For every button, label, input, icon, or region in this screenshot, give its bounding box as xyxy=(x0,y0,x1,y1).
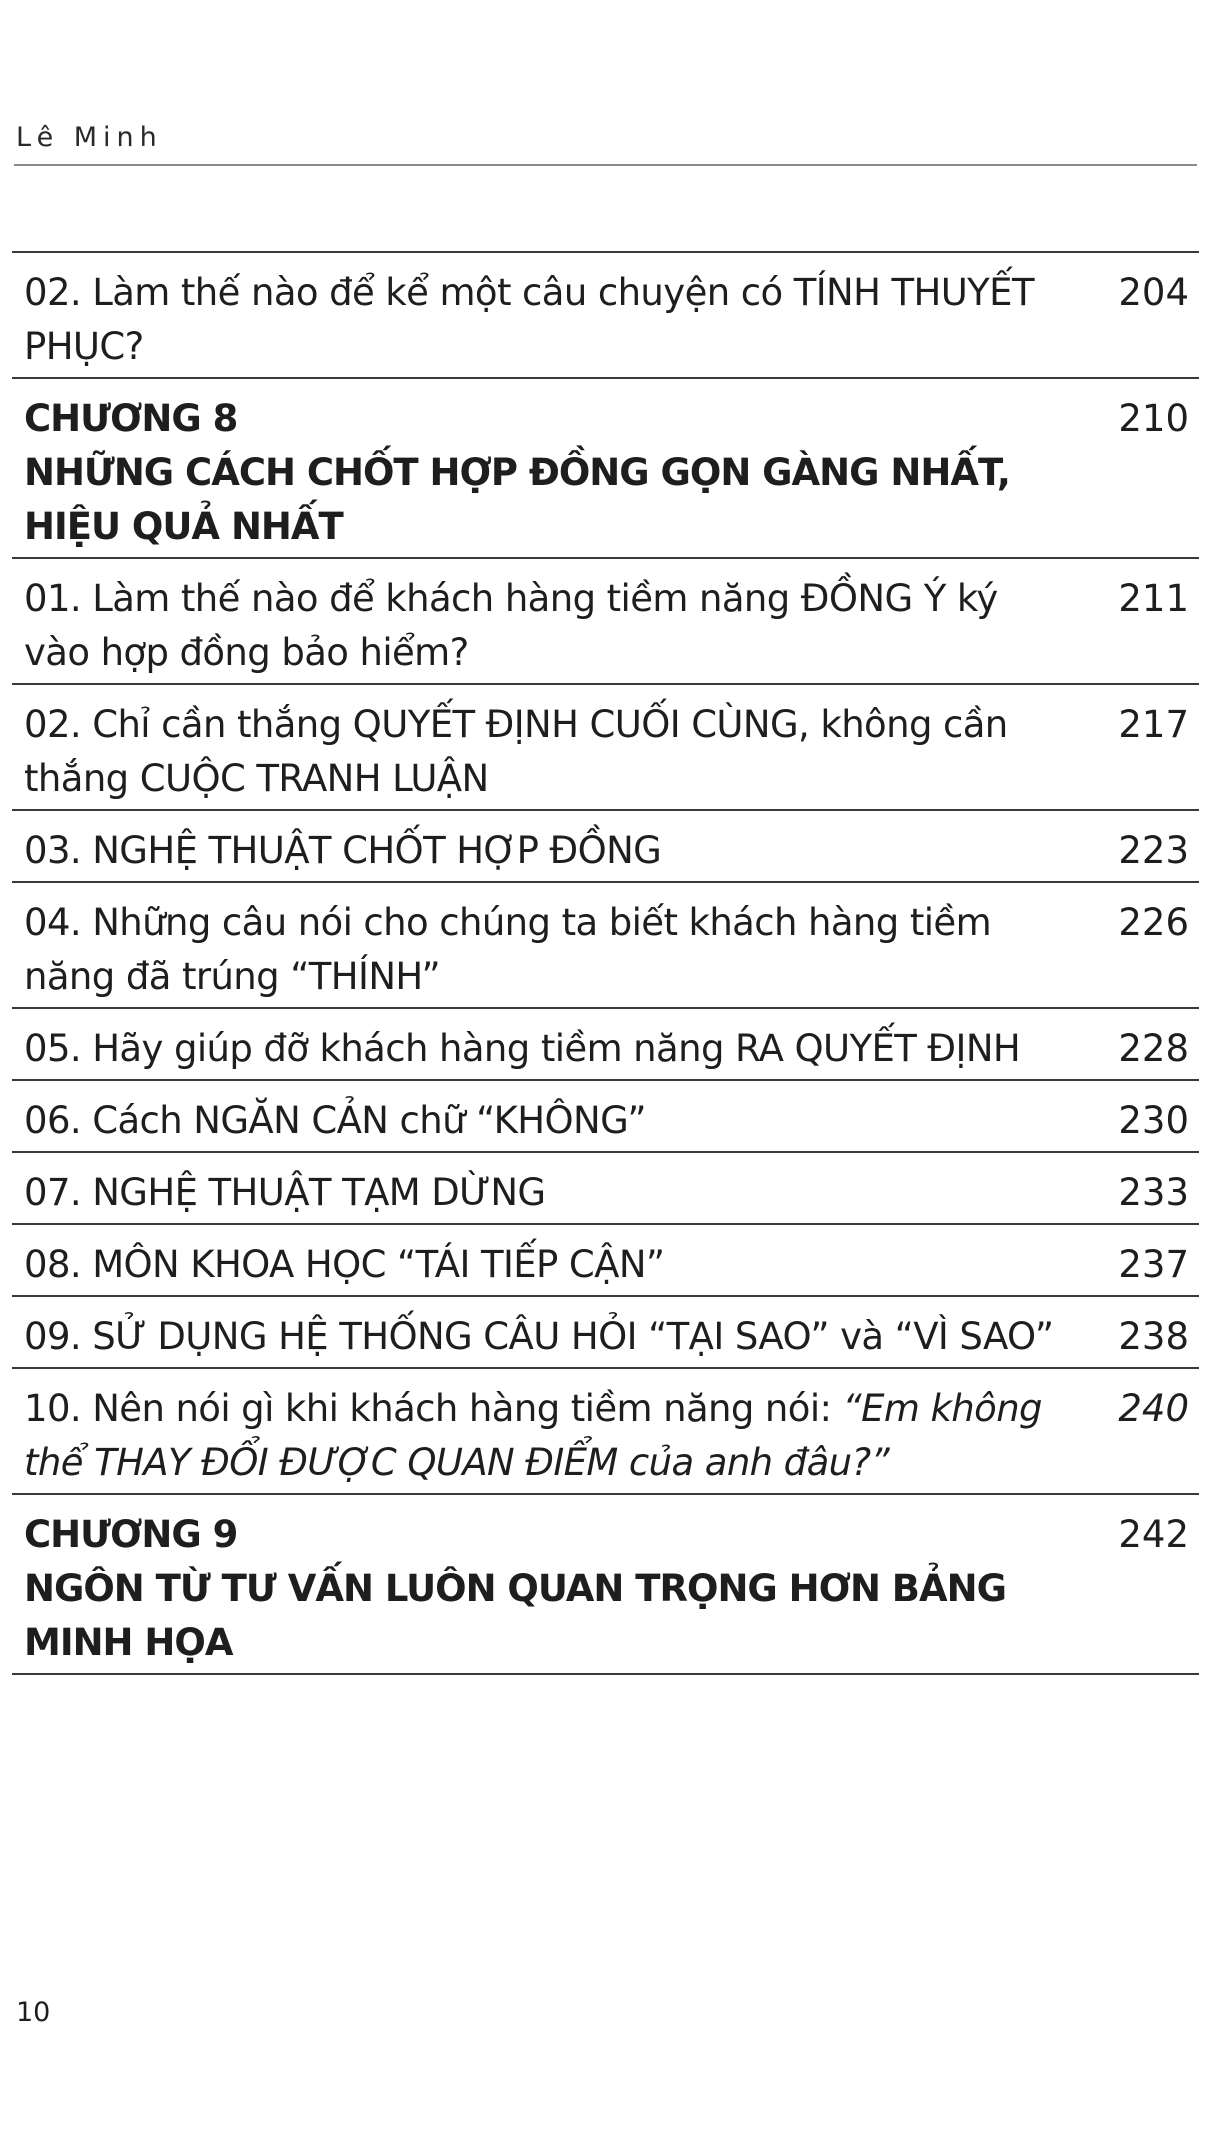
chapter-label: CHƯƠNG 9 xyxy=(24,1513,238,1556)
toc-entry-title: 06. Cách NGĂN CẢN chữ “KHÔNG” xyxy=(24,1099,646,1142)
toc-page-number: 211 xyxy=(1118,577,1189,620)
toc-chapter-heading xyxy=(24,1508,1064,1670)
footer-page-number: 10 xyxy=(16,1997,51,2028)
toc-row xyxy=(12,811,1199,883)
toc-page-number: 204 xyxy=(1118,271,1189,314)
toc-entry-title: 02. Làm thế nào để kể một câu chuyện có TÍNH THUYẾT PHỤC? xyxy=(24,271,1034,368)
toc-chapter-row xyxy=(12,1495,1199,1675)
toc-entry-title: 04. Những câu nói cho chúng ta biết khách hàng tiềm năng đã trúng “THÍNH” xyxy=(24,901,992,998)
toc-entry-title: 01. Làm thế nào để khách hàng tiềm năng ĐỒNG Ý ký vào hợp đồng bảo hiểm? xyxy=(24,577,998,674)
header-rule xyxy=(14,164,1197,166)
toc-row xyxy=(12,685,1199,811)
toc-page-number: 240 xyxy=(1118,1387,1189,1430)
toc-page-number: 242 xyxy=(1118,1513,1189,1556)
toc-entry-title: 02. Chỉ cần thắng QUYẾT ĐỊNH CUỐI CÙNG, không cần thắng CUỘC TRANH LUẬN xyxy=(24,703,1008,800)
chapter-title: NGÔN TỪ TƯ VẤN LUÔN QUAN TRỌNG HƠN BẢNG MINH HỌA xyxy=(24,1567,1006,1664)
toc-row xyxy=(12,1369,1199,1495)
toc-entry-title: 07. NGHỆ THUẬT TẠM DỪNG xyxy=(24,1171,546,1214)
running-header-author: Lê Minh xyxy=(16,122,163,153)
chapter-label: CHƯƠNG 8 xyxy=(24,397,238,440)
toc-chapter-heading xyxy=(24,392,1064,554)
toc-page-number: 210 xyxy=(1118,397,1189,440)
toc-row xyxy=(12,559,1199,685)
toc-entry-title: 08. MÔN KHOA HỌC “TÁI TIẾP CẬN” xyxy=(24,1243,665,1286)
table-of-contents xyxy=(12,251,1199,1675)
toc-row xyxy=(12,1009,1199,1081)
toc-page-number: 237 xyxy=(1118,1243,1189,1286)
toc-entry-title: 03. NGHỆ THUẬT CHỐT HỢP ĐỒNG xyxy=(24,829,662,872)
toc-row xyxy=(12,253,1199,379)
toc-row xyxy=(12,1081,1199,1153)
toc-entry-title xyxy=(24,1382,1064,1490)
toc-page-number: 238 xyxy=(1118,1315,1189,1358)
chapter-title: NHỮNG CÁCH CHỐT HỢP ĐỒNG GỌN GÀNG NHẤT, HIỆU QUẢ NHẤT xyxy=(24,451,1010,548)
toc-row xyxy=(12,1297,1199,1369)
toc-entry-title: 09. SỬ DỤNG HỆ THỐNG CÂU HỎI “TẠI SAO” và “VÌ SAO” xyxy=(24,1315,1054,1358)
toc-page-number: 233 xyxy=(1118,1171,1189,1214)
toc-entry-title: 05. Hãy giúp đỡ khách hàng tiềm năng RA QUYẾT ĐỊNH xyxy=(24,1027,1021,1070)
toc-row xyxy=(12,1153,1199,1225)
toc-entry-text: 10. Nên nói gì khi khách hàng tiềm năng nói: xyxy=(24,1387,843,1430)
toc-page-number: 230 xyxy=(1118,1099,1189,1142)
toc-entry-quote: “Em không thể THAY ĐỔI ĐƯỢC QUAN ĐIỂM của anh đâu?” xyxy=(24,1387,1042,1484)
toc-page-number: 217 xyxy=(1118,703,1189,746)
toc-chapter-row xyxy=(12,379,1199,559)
toc-page-number: 228 xyxy=(1118,1027,1189,1070)
toc-page-number: 223 xyxy=(1118,829,1189,872)
toc-row xyxy=(12,883,1199,1009)
toc-page-number: 226 xyxy=(1118,901,1189,944)
toc-row xyxy=(12,1225,1199,1297)
